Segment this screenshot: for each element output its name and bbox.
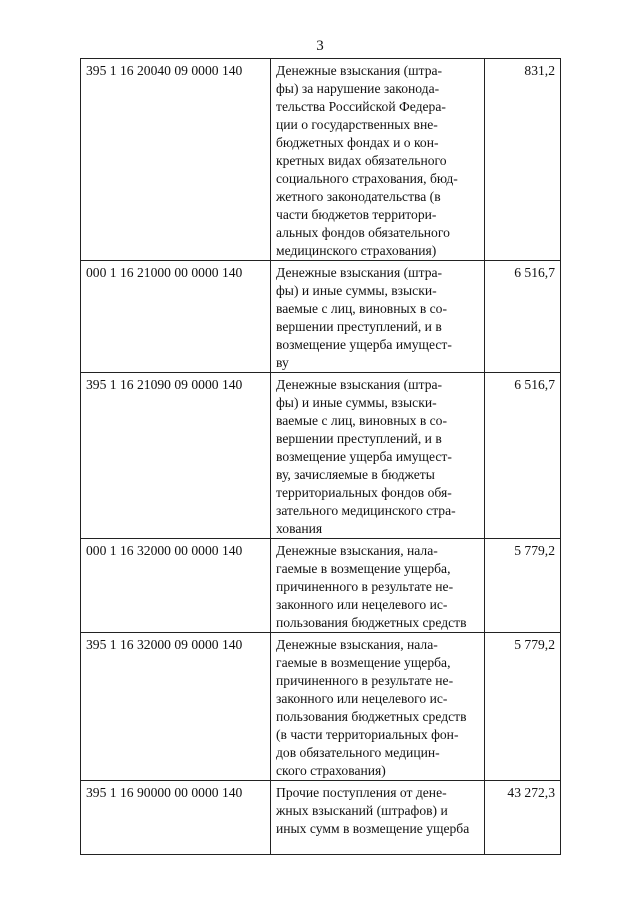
amount: 5 779,2 — [485, 633, 561, 781]
table-row — [81, 261, 561, 373]
revenue-name-line: Денежные взыскания (штра- — [276, 63, 443, 78]
revenue-name-line: жетного законодательства (в — [276, 189, 441, 204]
revenue-name — [271, 539, 485, 633]
table-row — [81, 539, 561, 633]
revenue-name-line: Денежные взыскания (штра- — [276, 265, 443, 280]
revenue-name-line: пользования бюджетных средств — [276, 615, 467, 630]
revenue-name-line: ваемые с лиц, виновных в со- — [276, 301, 447, 316]
page-number: 3 — [316, 38, 324, 54]
revenue-name-line: причиненного в результате не- — [276, 579, 454, 594]
budget-revenue-table — [80, 58, 561, 855]
revenue-name — [271, 373, 485, 539]
revenue-name-line: причиненного в результате не- — [276, 673, 454, 688]
budget-classification-code: 395 1 16 90000 00 0000 140 — [81, 781, 271, 855]
amount: 43 272,3 — [485, 781, 561, 855]
revenue-name-line: медицинского страхования) — [276, 243, 437, 258]
revenue-name-line: Денежные взыскания, нала- — [276, 543, 438, 558]
revenue-name-line: Денежные взыскания, нала- — [276, 637, 438, 652]
table-row — [81, 781, 561, 855]
table-row — [81, 633, 561, 781]
revenue-name-line: возмещение ущерба имущест- — [276, 449, 452, 464]
revenue-name-line: фы) и иные суммы, взыски- — [276, 395, 437, 410]
revenue-name-line: законного или нецелевого ис- — [276, 691, 448, 706]
budget-classification-code: 000 1 16 21000 00 0000 140 — [81, 261, 271, 373]
revenue-name-line: хования — [276, 521, 323, 536]
revenue-name-line: тельства Российской Федера- — [276, 99, 446, 114]
revenue-name-line: ву, зачисляемые в бюджеты — [276, 467, 435, 482]
revenue-name-line: альных фондов обязательного — [276, 225, 450, 240]
revenue-name-line: гаемые в возмещение ущерба, — [276, 561, 451, 576]
revenue-name-line: территориальных фондов обя- — [276, 485, 452, 500]
revenue-name-line: Денежные взыскания (штра- — [276, 377, 443, 392]
amount: 831,2 — [485, 59, 561, 261]
revenue-name — [271, 633, 485, 781]
revenue-name-line: иных сумм в возмещение ущерба — [276, 821, 470, 836]
budget-classification-code: 000 1 16 32000 00 0000 140 — [81, 539, 271, 633]
revenue-name-line: ваемые с лиц, виновных в со- — [276, 413, 447, 428]
revenue-name-line: зательного медицинского стра- — [276, 503, 456, 518]
budget-classification-code: 395 1 16 20040 09 0000 140 — [81, 59, 271, 261]
revenue-name-line: (в части территориальных фон- — [276, 727, 459, 742]
revenue-name-line: Прочие поступления от дене- — [276, 785, 447, 800]
revenue-name-line: законного или нецелевого ис- — [276, 597, 448, 612]
revenue-name-line: части бюджетов территори- — [276, 207, 437, 222]
revenue-name-line: вершении преступлений, и в — [276, 431, 442, 446]
budget-classification-code: 395 1 16 32000 09 0000 140 — [81, 633, 271, 781]
revenue-name-line: фы) за нарушение законода- — [276, 81, 440, 96]
revenue-name — [271, 781, 485, 855]
revenue-name-line: гаемые в возмещение ущерба, — [276, 655, 451, 670]
table-row — [81, 373, 561, 539]
revenue-name-line: ву — [276, 355, 289, 370]
revenue-name-line: вершении преступлений, и в — [276, 319, 442, 334]
revenue-name-line: кретных видах обязательного — [276, 153, 447, 168]
amount: 6 516,7 — [485, 261, 561, 373]
amount: 6 516,7 — [485, 373, 561, 539]
revenue-name-line: фы) и иные суммы, взыски- — [276, 283, 437, 298]
revenue-name-line: возмещение ущерба имущест- — [276, 337, 452, 352]
revenue-name-line: социального страхования, бюд- — [276, 171, 458, 186]
revenue-name-line: ции о государственных вне- — [276, 117, 438, 132]
budget-classification-code: 395 1 16 21090 09 0000 140 — [81, 373, 271, 539]
revenue-name-line: дов обязательного медицин- — [276, 745, 440, 760]
revenue-name-line: бюджетных фондах и о кон- — [276, 135, 439, 150]
table-row — [81, 59, 561, 261]
revenue-name-line: жных взысканий (штрафов) и — [276, 803, 448, 818]
revenue-name-line: ского страхования) — [276, 763, 386, 778]
revenue-name — [271, 261, 485, 373]
revenue-name — [271, 59, 485, 261]
amount: 5 779,2 — [485, 539, 561, 633]
revenue-name-line: пользования бюджетных средств — [276, 709, 467, 724]
